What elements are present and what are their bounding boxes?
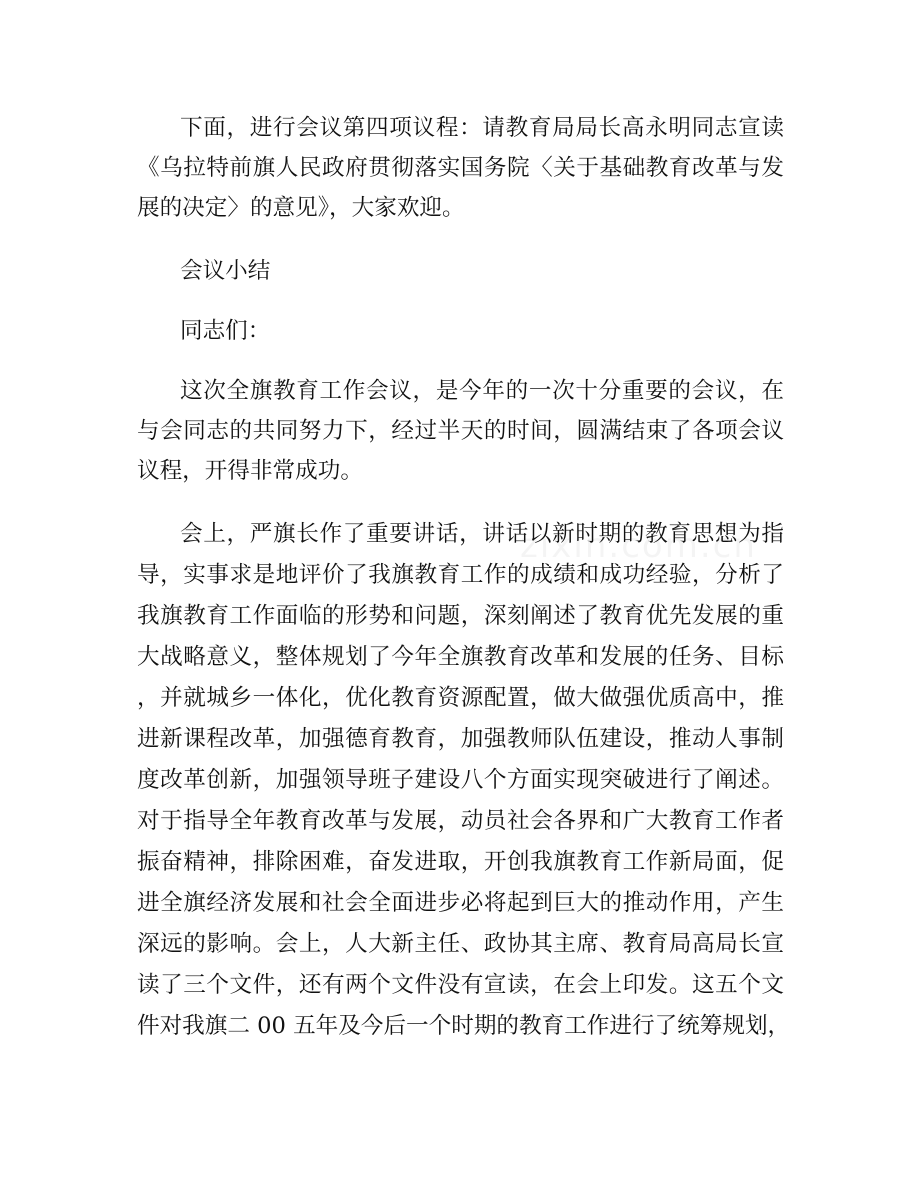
paragraph-3-line-13: 件对我旗二 00 五年及今后一个时期的教育工作进行了统筹规划， <box>137 1013 791 1039</box>
paragraph-3-line-8: 对于指导全年教育改革与发展，动员社会各界和广大教育工作者 <box>137 808 784 834</box>
paragraph-2-line-3: 议程，开得非常成功。 <box>137 458 363 484</box>
paragraph-3-line-4: 大战略意义，整体规划了今年全旗教育改革和发展的任务、目标 <box>137 644 784 670</box>
paragraph-1-line-1: 下面，进行会议第四项议程：请教育局局长高永明同志宣读 <box>180 115 784 141</box>
paragraph-3-line-10: 进全旗经济发展和社会全面进步必将起到巨大的推动作用，产生 <box>137 890 784 916</box>
paragraph-2-line-2: 与会同志的共同努力下，经过半天的时间，圆满结束了各项会议 <box>137 418 784 444</box>
paragraph-3-line-11: 深远的影响。会上，人大新主任、政协其主席、教育局高局长宣 <box>137 931 784 957</box>
paragraph-3-line-2: 导，实事求是地评价了我旗教育工作的成绩和成功经验，分析了 <box>137 562 784 588</box>
paragraph-3-line-7: 度改革创新，加强领导班子建设八个方面实现突破进行了阐述。 <box>137 767 784 793</box>
paragraph-2-line-1: 这次全旗教育工作会议，是今年的一次十分重要的会议，在 <box>180 378 784 404</box>
paragraph-3-line-3: 我旗教育工作面临的形势和问题，深刻阐述了教育优先发展的重 <box>137 603 784 629</box>
section-heading: 会议小结 <box>180 258 271 284</box>
paragraph-3-line-6: 进新课程改革，加强德育教育，加强教师队伍建设，推动人事制 <box>137 726 784 752</box>
paragraph-3-line-9: 振奋精神，排除困难，奋发进取，开创我旗教育工作新局面，促 <box>137 849 784 875</box>
paragraph-1-line-2: 《乌拉特前旗人民政府贯彻落实国务院〈关于基础教育改革与发 <box>137 155 784 181</box>
paragraph-1-line-3: 展的决定〉的意见》，大家欢迎。 <box>137 195 465 221</box>
paragraph-3-line-12: 读了三个文件，还有两个文件没有宣读，在会上印发。这五个文 <box>137 972 784 998</box>
paragraph-3-line-5: ，并就城乡一体化，优化教育资源配置，做大做强优质高中，推 <box>137 685 784 711</box>
salutation: 同志们： <box>180 318 271 344</box>
paragraph-3-line-1: 会上，严旗长作了重要讲话，讲话以新时期的教育思想为指 <box>180 521 784 547</box>
